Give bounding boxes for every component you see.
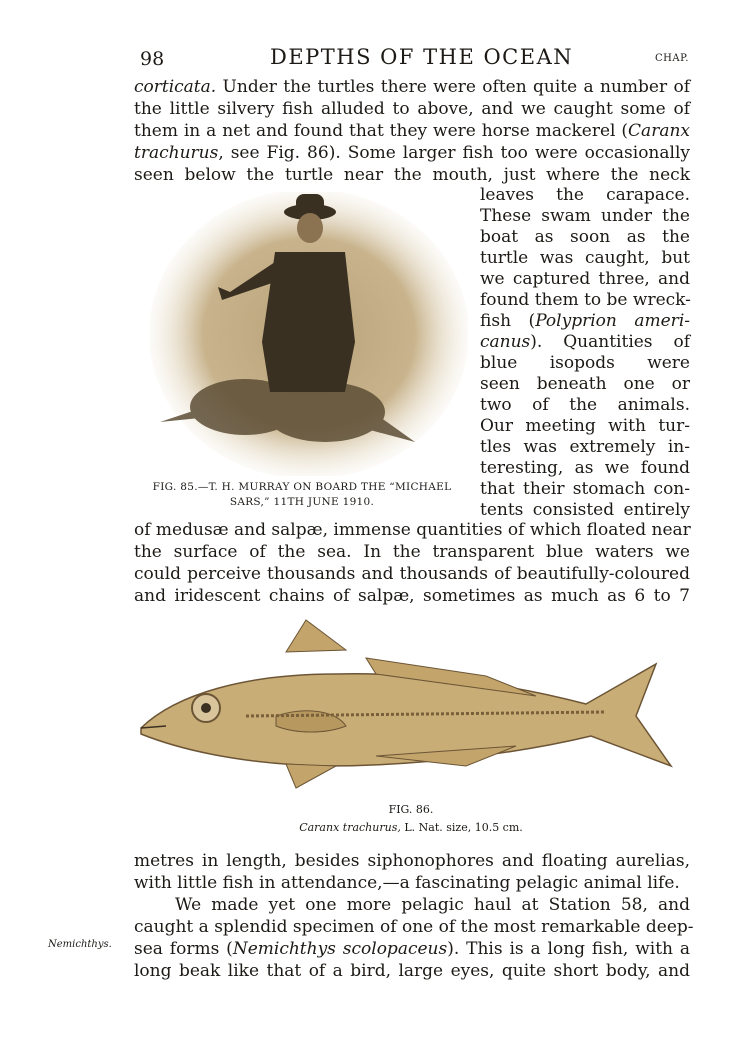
text-line: blue isopods were: [480, 353, 690, 373]
text-line: tles was extremely in-: [480, 437, 690, 457]
figure-86-fish-drawing: [136, 616, 676, 796]
text-line: found them to be wreck-: [480, 290, 691, 310]
text-line: of medusæ and salpæ, immense quantities of which floated near: [134, 520, 691, 540]
text-line: corticata. Under the turtles there were often quite a number of: [134, 77, 690, 97]
fish-body: [141, 620, 671, 788]
text-line: fish (Polyprion ameri-: [480, 311, 690, 331]
text-line: teresting, as we found: [480, 458, 690, 478]
text-line: leaves the carapace.: [480, 185, 690, 205]
text-line: long beak like that of a bird, large eyes, quite short body, and: [134, 961, 690, 981]
page-number: 98: [140, 48, 165, 70]
margin-note: Nemichthys.: [48, 939, 112, 950]
figure-86-label: FIG. 86.: [388, 803, 434, 816]
text-line: and iridescent chains of salpæ, sometimes as much as 6 to 7: [134, 586, 690, 606]
text-line: tents consisted entirely: [480, 500, 690, 520]
text-line: that their stomach con-: [480, 479, 690, 499]
text-line: two of the animals.: [480, 395, 690, 415]
text-line: metres in length, besides siphonophores and floating aurelias,: [134, 851, 690, 871]
figure-86-caption: Caranx trachurus, L. Nat. size, 10.5 cm.: [299, 821, 523, 834]
text-line: Our meeting with tur-: [480, 416, 690, 436]
text-line: canus). Quantities of: [480, 332, 690, 352]
text-line: trachurus, see Fig. 86). Some larger fish too were occasionally: [134, 143, 690, 163]
text-line: seen below the turtle near the mouth, just where the neck: [134, 165, 690, 185]
running-title: DEPTHS OF THE OCEAN: [270, 45, 574, 69]
text-line: the surface of the sea. In the transparent blue waters we: [134, 542, 690, 562]
text-line: we captured three, and: [480, 269, 690, 289]
text-line: We made yet one more pelagic haul at Station 58, and: [175, 895, 690, 915]
text-line: seen beneath one or: [480, 374, 690, 394]
text-line: them in a net and found that they were horse mackerel (Caranx: [134, 121, 690, 141]
text-line: with little fish in attendance,—a fascinating pelagic animal life.: [134, 873, 680, 893]
chapter-label: CHAP.: [655, 53, 689, 64]
text-line: could perceive thousands and thousands of beautifully-coloured: [134, 564, 690, 584]
text-line: caught a splendid specimen of one of the most remarkable deep-: [134, 917, 694, 937]
text-line: the little silvery fish alluded to above, and we caught some of: [134, 99, 690, 119]
text-line: sea forms (Nemichthys scolopaceus). This is a long fish, with a: [134, 939, 691, 959]
figure-85-caption: FIG. 85.—T. H. MURRAY ON BOARD THE “MICHAEL SARS,” 11TH JUNE 1910.: [152, 481, 452, 508]
text-line: These swam under the: [480, 206, 690, 226]
text-line: boat as soon as the: [480, 227, 690, 247]
figure-85-photo: [150, 192, 468, 476]
text-line: turtle was caught, but: [480, 248, 690, 268]
